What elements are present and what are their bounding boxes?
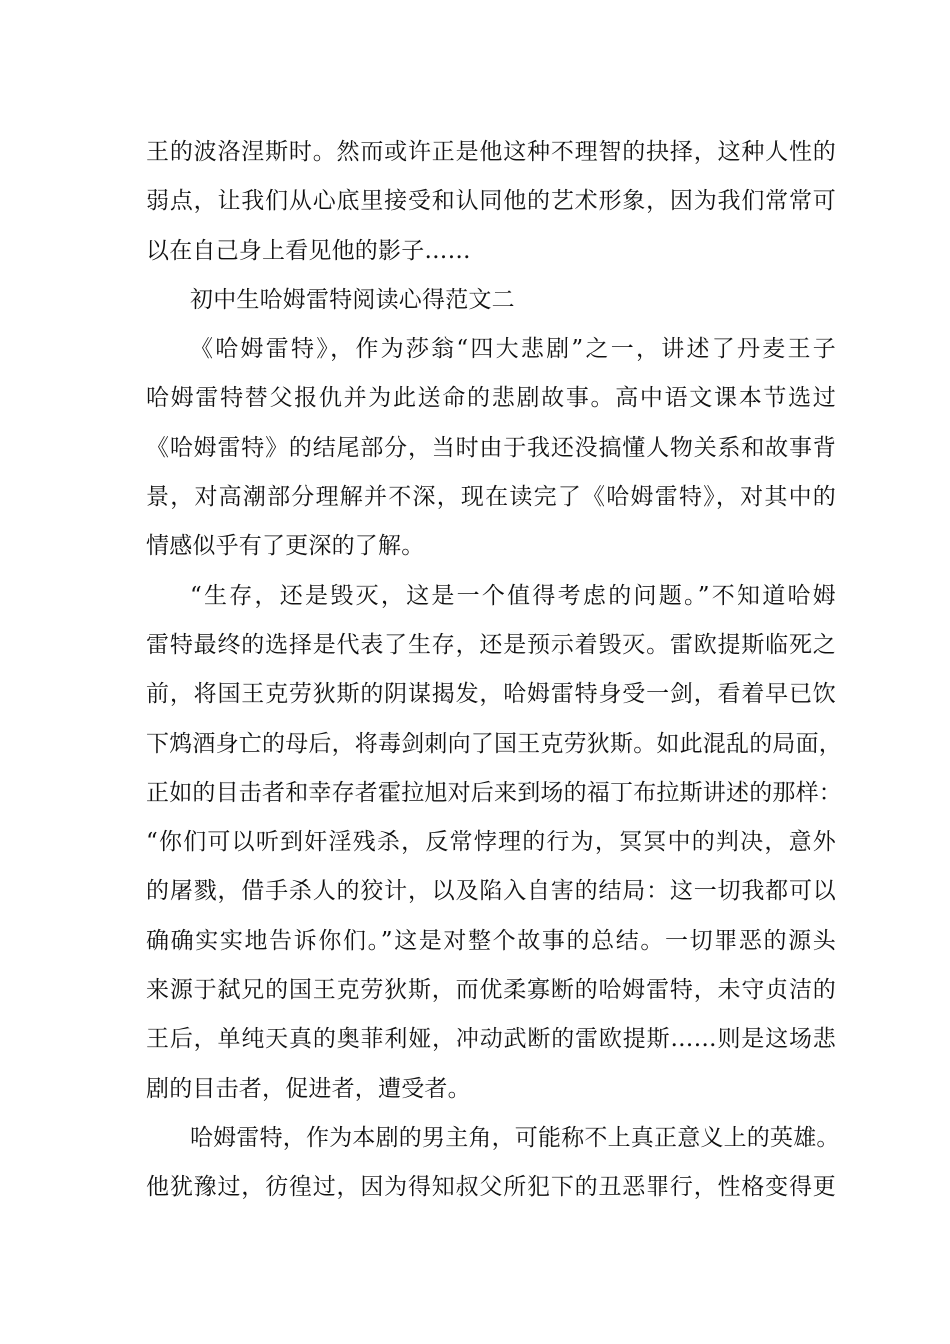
text-line: 《哈姆雷特》，作为莎翁“四大悲剧”之一，讲述了丹麦王子 <box>190 336 836 363</box>
text-line: 正如的目击者和幸存者霍拉旭对后来到场的福丁布拉斯讲述的那样： <box>146 779 842 806</box>
text-line: 他犹豫过，彷徨过，因为得知叔父所犯下的丑恶罪行，性格变得更 <box>146 1174 836 1201</box>
text-line: 以在自己身上看见他的影子…… <box>146 237 471 264</box>
body-text <box>146 128 842 1213</box>
text-line: 前，将国王克劳狄斯的阴谋揭发，哈姆雷特身受一剑，看着早已饮 <box>146 681 836 708</box>
text-line: 弱点，让我们从心底里接受和认同他的艺术形象，因为我们常常可 <box>146 188 836 215</box>
text-line: 哈姆雷特替父报仇并为此送命的悲剧故事。高中语文课本节选过 <box>146 385 836 412</box>
text-line: 来源于弑兄的国王克劳狄斯，而优柔寡断的哈姆雷特，未守贞洁的 <box>146 977 836 1004</box>
text-line: 剧的目击者，促进者，遭受者。 <box>146 1075 471 1102</box>
text-line: 景，对高潮部分理解并不深，现在读完了《哈姆雷特》，对其中的 <box>146 484 836 511</box>
text-line: 的屠戮，借手杀人的狡计，以及陷入自害的结局：这一切我都可以 <box>146 878 836 905</box>
section-heading: 初中生哈姆雷特阅读心得范文二 <box>190 286 515 313</box>
text-line: 哈姆雷特，作为本剧的男主角，可能称不上真正意义上的英雄。 <box>190 1124 840 1151</box>
text-line: 情感似乎有了更深的了解。 <box>146 533 425 560</box>
text-line: 王的波洛涅斯时。然而或许正是他这种不理智的抉择，这种人性的 <box>146 139 836 165</box>
text-line: 《哈姆雷特》的结尾部分，当时由于我还没搞懂人物关系和故事背 <box>146 434 836 461</box>
text-line: 下鸩酒身亡的母后，将毒剑刺向了国王克劳狄斯。如此混乱的局面， <box>146 730 842 757</box>
text-line: “生存，还是毁灭，这是一个值得考虑的问题。”不知道哈姆 <box>190 582 836 609</box>
text-line: 确确实实地告诉你们。”这是对整个故事的总结。一切罪恶的源头 <box>146 927 836 954</box>
text-line: 雷特最终的选择是代表了生存，还是预示着毁灭。雷欧提斯临死之 <box>146 631 836 658</box>
text-line: “你们可以听到奸淫残杀，反常悖理的行为，冥冥中的判决，意外 <box>146 829 836 856</box>
text-line: 王后，单纯天真的奥菲利娅，冲动武断的雷欧提斯……则是这场悲 <box>146 1026 836 1053</box>
